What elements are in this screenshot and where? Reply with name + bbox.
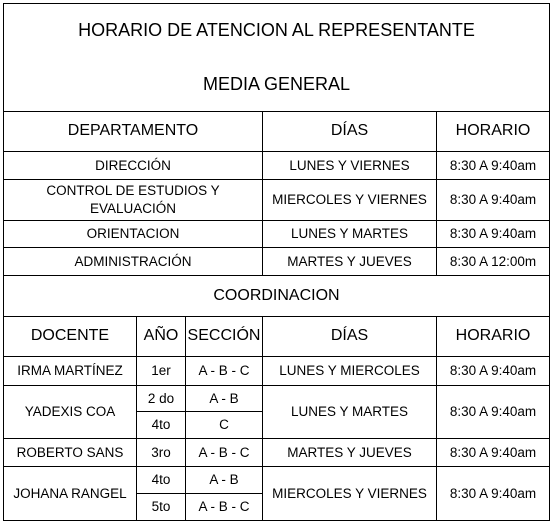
teacher-year: 4to	[151, 417, 171, 433]
teacher-days: LUNES Y MARTES	[290, 404, 409, 420]
department-schedule: 8:30 A 9:40am	[449, 192, 537, 208]
column-header-teacher: DOCENTE	[30, 327, 110, 345]
department-days: LUNES Y VIERNES	[289, 157, 410, 173]
department-name: DIRECCIÓN	[95, 157, 171, 173]
department-days: LUNES Y MARTES	[290, 226, 409, 242]
teacher-days: MIERCOLES Y VIERNES	[272, 485, 427, 501]
teacher-year: 4to	[151, 472, 171, 488]
column-header-year: AÑO	[143, 327, 179, 345]
department-schedule: 8:30 A 12:00m	[449, 253, 537, 269]
teacher-year: 2 do	[147, 390, 175, 406]
teacher-year: 3ro	[151, 444, 171, 460]
schedule-sheet	[3, 3, 550, 521]
teacher-year: 1er	[151, 363, 171, 379]
teacher-days: MARTES Y JUEVES	[287, 444, 412, 460]
department-days: MIERCOLES Y VIERNES	[272, 192, 427, 208]
teacher-section: A - B	[209, 472, 239, 488]
teacher-days: LUNES Y MIERCOLES	[279, 363, 420, 379]
document-title: HORARIO DE ATENCION AL REPRESENTANTE	[78, 20, 475, 41]
teacher-schedule: 8:30 A 9:40am	[449, 363, 537, 379]
coordination-title: COORDINACION	[213, 286, 340, 304]
column-header-schedule: HORARIO	[455, 122, 531, 140]
column-header-schedule: HORARIO	[455, 327, 531, 345]
column-header-days: DÍAS	[330, 327, 369, 345]
teacher-section: A - B - C	[198, 363, 250, 379]
teacher-section: A - B - C	[198, 499, 250, 515]
document-subtitle: MEDIA GENERAL	[202, 74, 351, 95]
teacher-schedule: 8:30 A 9:40am	[449, 444, 537, 460]
teacher-section: A - B	[209, 390, 239, 406]
teacher-name: JOHANA RANGEL	[13, 485, 127, 501]
department-schedule: 8:30 A 9:40am	[449, 157, 537, 173]
column-header-section: SECCIÓN	[187, 327, 261, 345]
teacher-name: ROBERTO SANS	[16, 444, 124, 460]
teacher-schedule: 8:30 A 9:40am	[449, 485, 537, 501]
department-name: ORIENTACION	[86, 226, 180, 242]
department-schedule: 8:30 A 9:40am	[449, 226, 537, 242]
department-name: ADMINISTRACIÓN	[74, 253, 192, 269]
column-header-days: DÍAS	[330, 122, 369, 140]
teacher-section: A - B - C	[198, 444, 250, 460]
teacher-schedule: 8:30 A 9:40am	[449, 404, 537, 420]
teacher-section: C	[219, 417, 229, 433]
column-header-department: DEPARTAMENTO	[67, 122, 199, 140]
department-name: CONTROL DE ESTUDIOS Y EVALUACIÓN	[46, 183, 220, 216]
teacher-year: 5to	[151, 499, 171, 515]
teacher-name: YADEXIS COA	[24, 404, 116, 420]
department-days: MARTES Y JUEVES	[287, 253, 412, 269]
teacher-name: IRMA MARTÍNEZ	[17, 363, 123, 379]
